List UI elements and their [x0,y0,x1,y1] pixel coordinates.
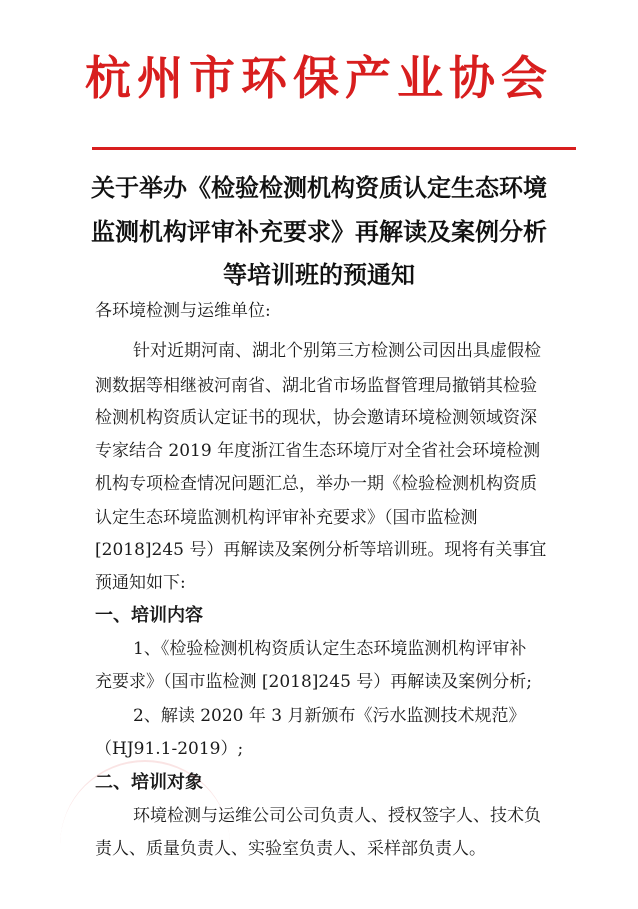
section-item-line: 2、解读 2020 年 3 月新颁布《污水监测技术规范》 [133,706,526,726]
intro-line: 机构专项检查情况问题汇总，举办一期《检验检测机构资质 [95,474,537,494]
intro-line: 预通知如下: [95,573,186,593]
section-item-line: 1、《检验检测机构资质认定生态环境监测机构评审补 [133,639,527,659]
intro-line: 针对近期河南、湖北个别第三方检测公司因出具虚假检 [133,341,541,361]
intro-line: 检测机构资质认定证书的现状，协会邀请环境检测领域资深 [95,408,537,428]
section-item-line: 责人、质量负责人、实验室负责人、采样部负责人。 [95,839,486,859]
section-heading-training-content: 一、培训内容 [95,605,203,626]
letterhead-divider [92,147,576,150]
intro-line: 测数据等相继被河南省、湖北省市场监督管理局撤销其检验 [95,376,537,396]
section-item-line: （HJ91.1-2019）; [95,739,244,759]
doc-title-line-3: 等培训班的预通知 [223,260,415,289]
section-item-line: 充要求》（国市监检测 [2018]245 号）再解读及案例分析; [95,672,533,692]
salutation: 各环境检测与运维单位: [95,301,271,321]
intro-line: 专家结合 2019 年度浙江省生态环境厅对全省社会环境检测 [95,441,541,461]
section-heading-training-audience: 二、培训对象 [95,772,203,793]
intro-line: [2018]245 号）再解读及案例分析等培训班。现将有关事宜 [95,540,547,560]
org-letterhead-title: 杭州市环保产业协会 [85,51,553,105]
section-item-line: 环境检测与运维公司公司负责人、授权签字人、技术负 [133,806,541,826]
intro-line: 认定生态环境监测机构评审补充要求》（国市监检测 [95,508,478,528]
faint-seal-mark [60,760,230,872]
doc-title-line-1: 关于举办《检验检测机构资质认定生态环境 [91,173,547,202]
doc-title-line-2: 监测机构评审补充要求》再解读及案例分析 [91,217,547,246]
